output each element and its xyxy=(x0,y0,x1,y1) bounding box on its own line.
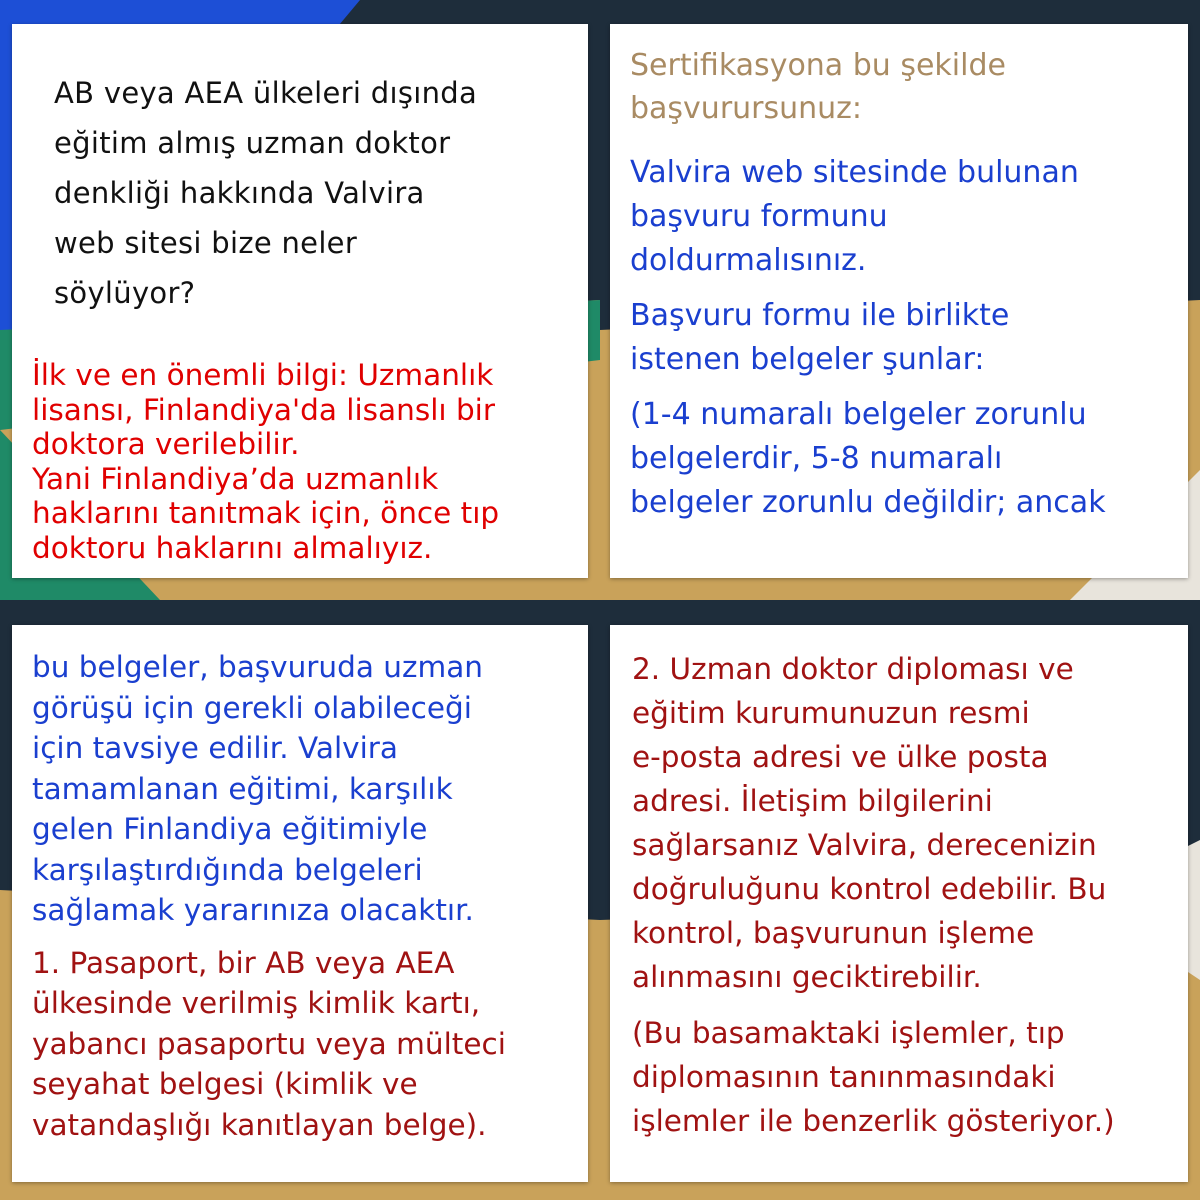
slide-4-card xyxy=(610,625,1188,1182)
slide-1-card xyxy=(12,24,588,578)
recommendation-text: bu belgeler, başvuruda uzman görüşü için gerekli olabileceği için tavsiye edilir. Valvira tamamlanan eğitimi, karşılık gelen Finlandiya eğitimiyle karşılaştırdığında belgeleri sağlamak yararınıza olacaktır. xyxy=(32,650,483,927)
slide-4 xyxy=(600,600,1200,1200)
application-heading: Sertifikasyona bu şekilde başvurursunuz: xyxy=(630,48,1006,126)
required-documents-text: Başvuru formu ile birlikte istenen belgeler şunlar: xyxy=(630,298,1010,377)
form-instruction-text: Valvira web sitesinde bulunan başvuru formunu doldurmalısınız. xyxy=(630,155,1079,278)
slide-2 xyxy=(600,0,1200,600)
mandatory-note-text: (1-4 numaralı belgeler zorunlu belgelerdir, 5-8 numaralı belgeler zorunlu değildir; ancak xyxy=(630,397,1106,520)
key-info-text: İlk ve en önemli bilgi: Uzmanlık lisansı, Finlandiya'da lisanslı bir doktora verilebilir. Yani Finlandiya’da uzmanlık haklarını tanıtmak için, önce tıp doktoru haklarını almalıyız. xyxy=(32,358,500,565)
document-2-text: 2. Uzman doktor diploması ve eğitim kurumunuzun resmi e-posta adresi ve ülke posta adresi. İletişim bilgilerini sağlarsanız Valvira, derecenizin doğruluğunu kontrol edebilir. Bu kontrol, başvurunun işleme alınmasını geciktirebilir. xyxy=(632,652,1107,994)
slide-3-card xyxy=(12,625,588,1182)
question-text: AB veya AEA ülkeleri dışında eğitim almış uzman doktor denkliği hakkında Valvira web sitesi bize neler söylüyor? xyxy=(54,76,478,310)
slide-1 xyxy=(0,0,600,600)
slide-3 xyxy=(0,600,600,1200)
slide-2-card xyxy=(610,24,1188,578)
similarity-note-text: (Bu basamaktaki işlemler, tıp diplomasının tanınmasındaki işlemler ile benzerlik gösteriyor.) xyxy=(632,1016,1115,1138)
document-1-text: 1. Pasaport, bir AB veya AEA ülkesinde verilmiş kimlik kartı, yabancı pasaportu veya mülteci seyahat belgesi (kimlik ve vatandaşlığı kanıtlayan belge). xyxy=(32,945,506,1142)
